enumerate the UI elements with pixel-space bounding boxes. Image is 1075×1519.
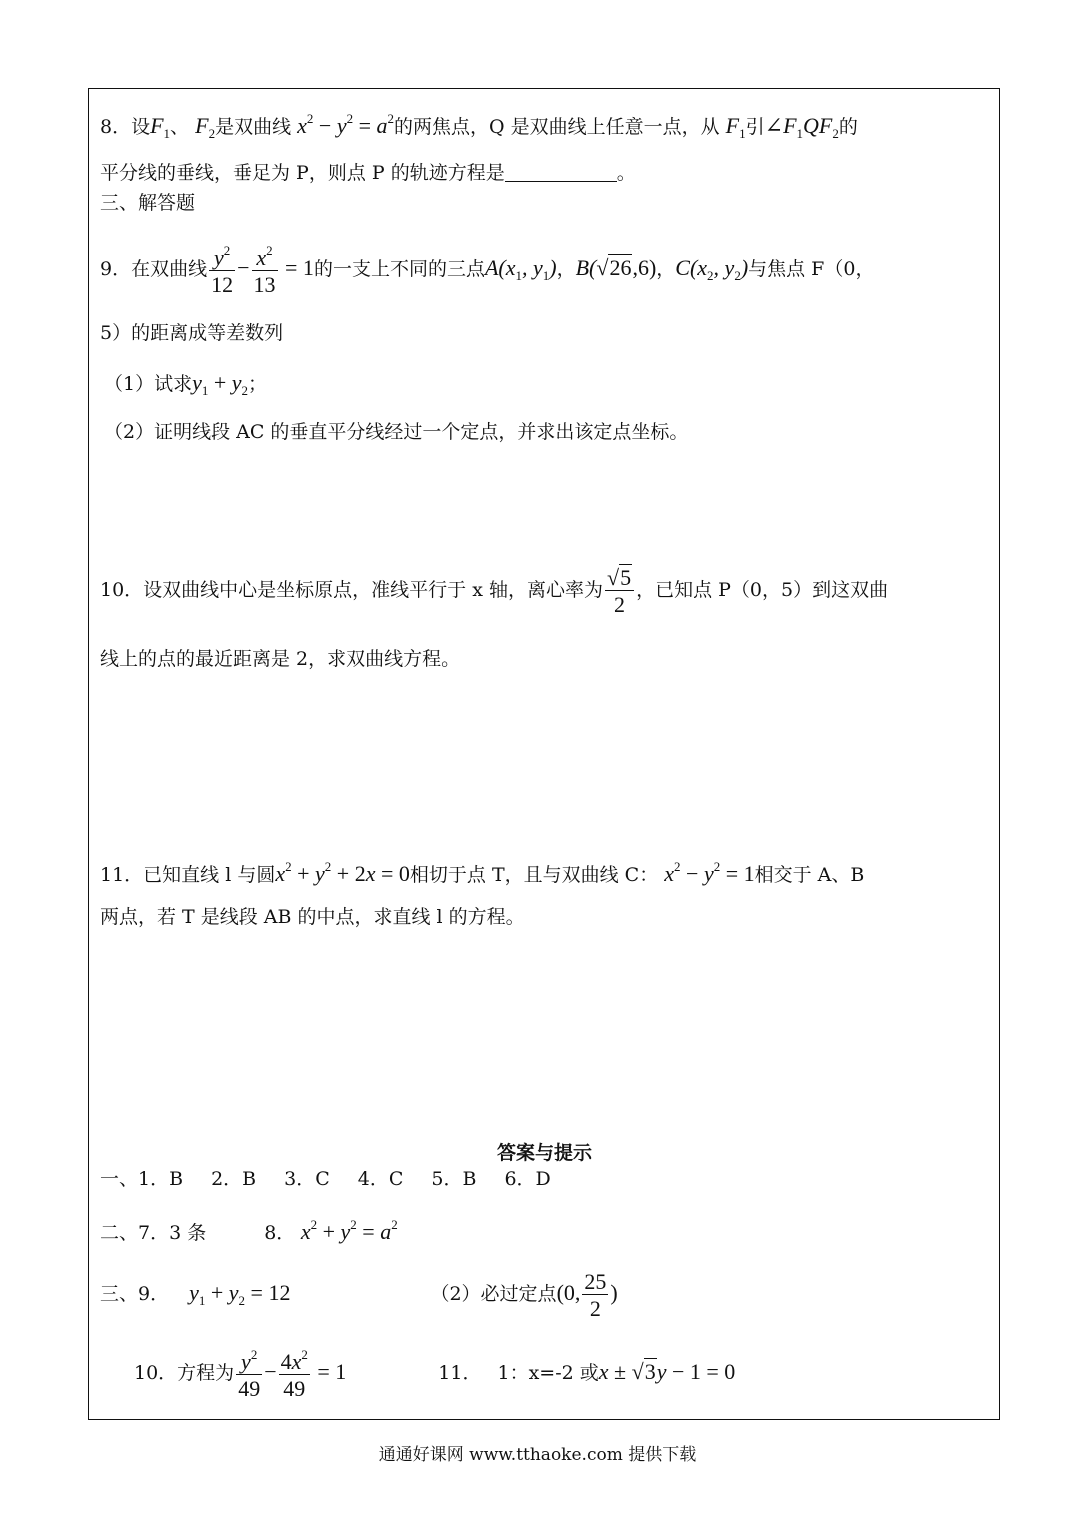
question-9-part-1: （1）试求$y_1 + y_2$； [104, 370, 268, 398]
section-3-heading: 三、解答题 [100, 192, 196, 214]
answers-row-3: 三、9． $y_1 + y_2 = 12$ （2）必过定点(0, $\frac{25}{2}$ ) [100, 1269, 618, 1322]
question-9-part-2: （2）证明线段 AC 的垂直平分线经过一个定点，并求出该定点坐标。 [104, 421, 689, 443]
page-footer: 通通好课网 www.tthaoke.com 提供下载 [378, 1445, 697, 1465]
fraction-4x2-49: $\frac{4x^2}{49}$ [280, 1347, 308, 1402]
answers-row-2: 二、7．3 条 8． $x^2 + y^2 = a^2$ [100, 1217, 398, 1244]
fraction-25-2: $\frac{25}{2}$ [584, 1269, 607, 1322]
fraction-y2-49: $\frac{y^2}{49}$ [238, 1347, 261, 1402]
question-9-line-1: 9．在双曲线 $\frac{y^2}{12}$ − $\frac{x^2}{13}$ = 1的一支上不同的三点$A(x_1$, $y_1$)，B(√26,6)，$C(x_2$, $y_2$)与焦点 F（0， [100, 243, 875, 298]
question-8-line-1: 8．设$F_1$、 $F_2$是双曲线 $x^2 - y^2 = a^2$的两焦点，Q 是双曲线上任意一点，从 $F_1$引$\angle F_1QF_2$的 [100, 111, 858, 141]
question-11-line-1: 11．已知直线 l 与圆$x^2 + y^2 + 2x = 0$相切于点 T，且与双曲线 C： $x^2 - y^2 = 1$相交于 A、B [100, 859, 865, 886]
fraction-sqrt5-2: $\frac{√5}{2}$ [605, 566, 634, 616]
answer-blank [505, 163, 617, 182]
answers-row-4: 10．方程为 $\frac{y^2}{49}$ − $\frac{4x^2}{49}$ = 1 11． 1：x=-2 或x ± √3y − 1 = 0 [134, 1347, 736, 1402]
answers-title: 答案与提示 [496, 1142, 592, 1164]
fraction-x2-13: $\frac{x^2}{13}$ [253, 243, 276, 298]
question-10-line-1: 10．设双曲线中心是坐标原点，准线平行于 x 轴，离心率为 $\frac{√5}{2}$ ，已知点 P（0，5）到这双曲 [100, 565, 889, 618]
fraction-y2-12: $\frac{y^2}{12}$ [211, 243, 234, 298]
answers-row-1: 一、1．B 2．B 3．C 4．C 5．B 6．D [100, 1168, 551, 1190]
question-9-line-2: 5）的距离成等差数列 [100, 322, 284, 344]
question-10-line-2: 线上的点的最近距离是 2，求双曲线方程。 [100, 648, 461, 670]
question-8-line-2: 平分线的垂线，垂足为 P，则点 P 的轨迹方程是 。 [100, 162, 636, 184]
question-11-line-2: 两点，若 T 是线段 AB 的中点，求直线 l 的方程。 [100, 906, 525, 928]
